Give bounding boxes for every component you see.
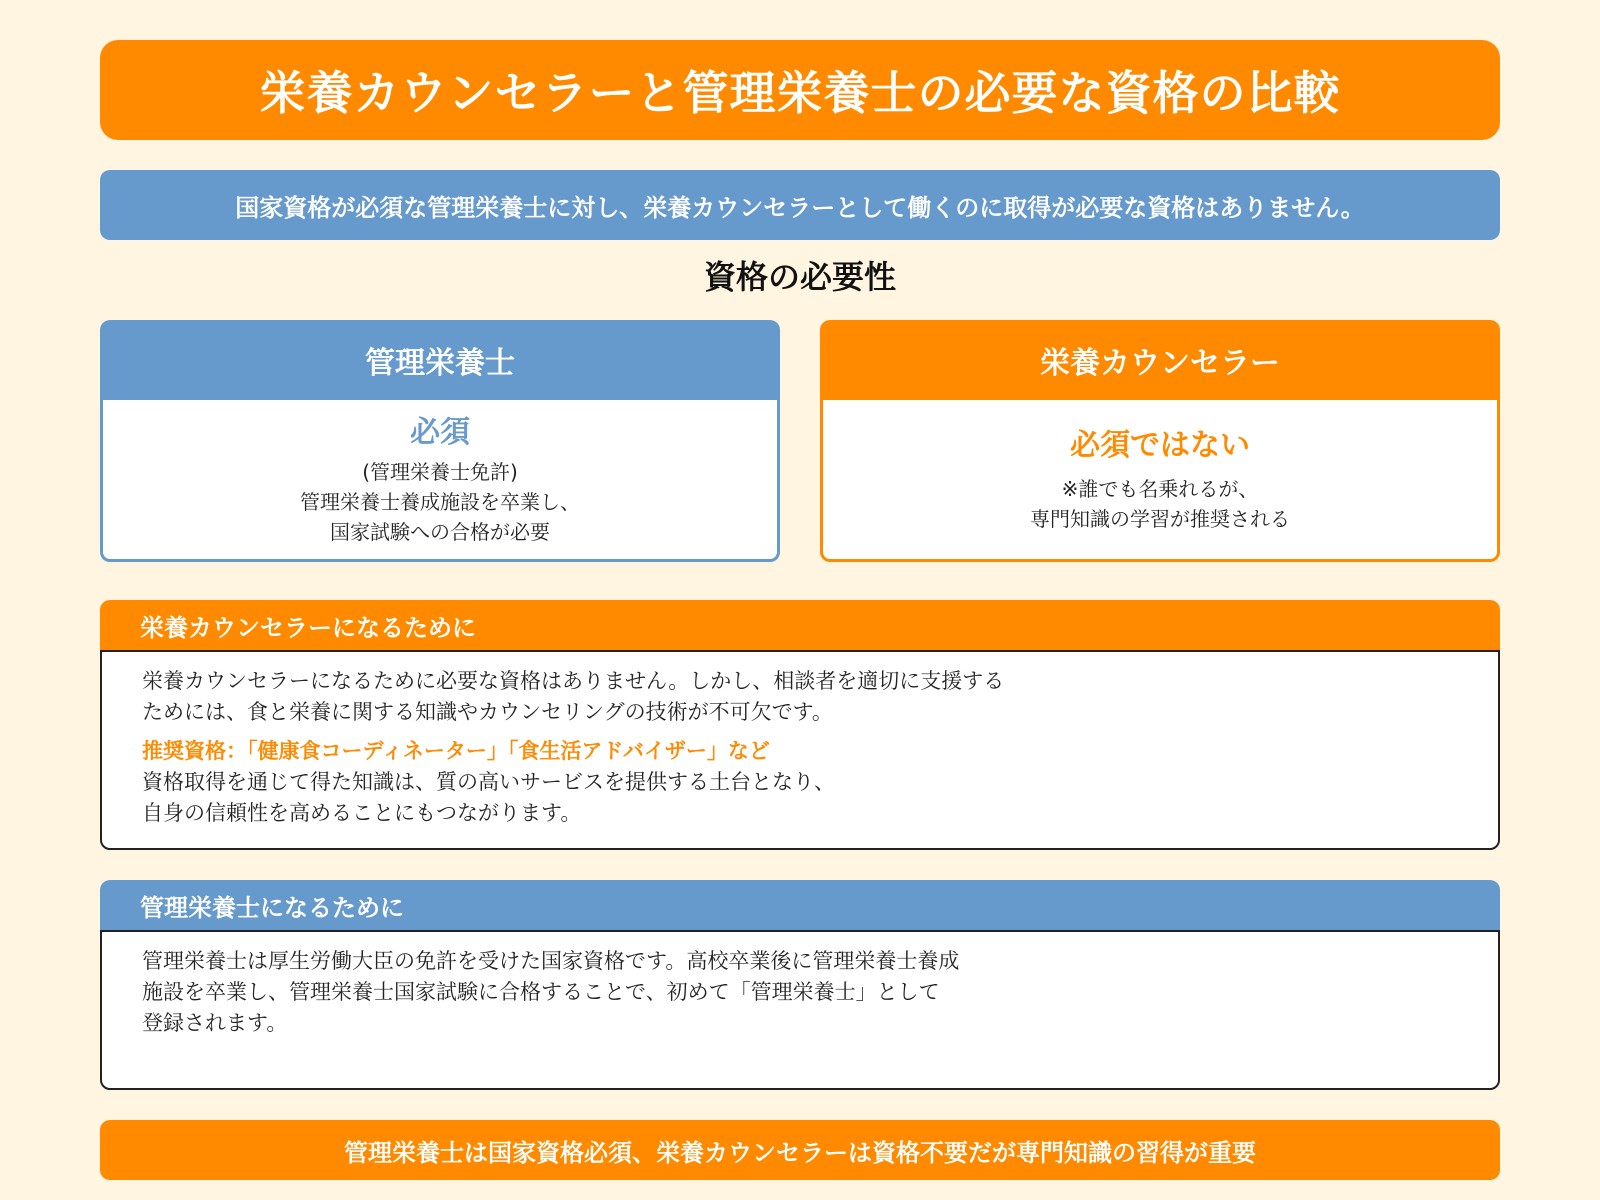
dietitian-section-header [100,880,1500,930]
counselor-card-body [820,400,1500,562]
dietitian-section-line: 施設を卒業し、管理栄養士国家試験に合格することで、初めて「管理栄養士」として [142,980,940,1004]
summary-text: 国家資格が必須な管理栄養士に対し、栄養カウンセラーとして働くのに取得が必要な資格はありません。 [235,193,1365,222]
dietitian-section-body [100,930,1500,1090]
counselor-section-line: 自身の信頼性を高めることにもつながります。 [142,801,582,825]
counselor-section-title: 栄養カウンセラーになるために [140,613,476,642]
recommended-qualifications: 推奨資格：「健康食コーディネーター」「食生活アドバイザー」など [142,739,770,763]
dietitian-card-line: (管理栄養士免許) [362,459,518,484]
dietitian-card-body [100,400,780,562]
title-text: 栄養カウンセラーと管理栄養士の必要な資格の比較 [259,66,1341,120]
dietitian-card-line: 管理栄養士養成施設を卒業し、 [300,489,580,514]
dietitian-status: 必須 [410,414,470,450]
dietitian-section-title: 管理栄養士になるために [140,893,404,922]
dietitian-section-line: 登録されます。 [142,1011,288,1035]
counselor-section-line: 資格取得を通じて得た知識は、質の高いサービスを提供する土台となり、 [142,770,835,794]
page-title [100,40,1500,140]
counselor-card-line: ※誰でも名乗れるが、 [1061,476,1259,501]
counselor-section-body [100,650,1500,850]
counselor-section-header [100,600,1500,650]
counselor-card-title: 栄養カウンセラー [1040,346,1280,381]
counselor-section-line: ためには、食と栄養に関する知識やカウンセリングの技術が不可欠です。 [142,700,833,724]
dietitian-card-line: 国家試験への合格が必要 [330,519,550,544]
summary-banner [100,170,1500,240]
dietitian-section-line: 管理栄養士は厚生労働大臣の免許を受けた国家資格です。高校卒業後に管理栄養士養成 [142,949,960,973]
dietitian-card-title: 管理栄養士 [365,346,515,381]
section-heading: 資格の必要性 [703,258,896,296]
dietitian-card-header [100,320,780,400]
counselor-status: 必須ではない [1070,427,1250,463]
counselor-section-line: 栄養カウンセラーになるために必要な資格はありません。しかし、相談者を適切に支援する [142,669,1005,693]
footer-banner [100,1120,1500,1180]
counselor-card-header [820,320,1500,400]
footer-text: 管理栄養士は国家資格必須、栄養カウンセラーは資格不要だが専門知識の習得が重要 [344,1138,1256,1167]
counselor-card-line: 専門知識の学習が推奨される [1030,506,1290,531]
